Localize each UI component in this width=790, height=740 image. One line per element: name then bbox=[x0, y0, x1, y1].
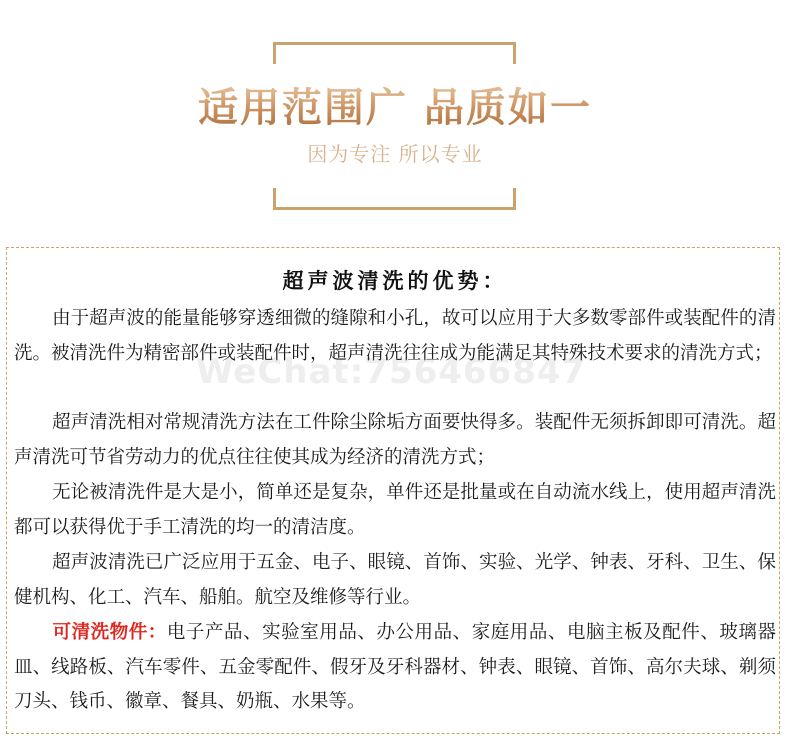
frame-left-bottom-edge bbox=[273, 188, 276, 210]
frame-right-top-edge bbox=[513, 42, 516, 64]
frame-top-edge bbox=[273, 42, 516, 45]
watermark: WeChat:756466847 bbox=[196, 352, 587, 392]
paragraph-1 bbox=[14, 302, 776, 371]
subline: 因为专注 所以专业 bbox=[307, 142, 483, 166]
frame-bottom-edge bbox=[273, 207, 516, 210]
paragraph-2 bbox=[14, 406, 776, 475]
items-label: 可清洗物件： bbox=[52, 622, 167, 643]
paragraph-4-text: 超声波清洗已广泛应用于五金、电子、眼镜、首饰、实验、光学、钟表、牙科、卫生、保健机构、化工、汽车、船舶。航空及维修等行业。 bbox=[14, 552, 776, 608]
paragraph-2-text: 超声清洗相对常规清洗方法在工件除尘除垢方面要快得多。装配件无须拆卸即可清洗。超声清洗可节省劳动力的优点往往使其成为经济的清洗方式； bbox=[14, 412, 776, 468]
paragraph-3-text: 无论被清洗件是大是小，简单还是复杂，单件还是批量或在自动流水线上，使用超声清洗都可以获得优于手工清洗的均一的清洁度。 bbox=[14, 482, 776, 538]
frame-left-top-edge bbox=[273, 42, 276, 64]
headline: 适用范围广 品质如一 bbox=[0, 84, 790, 132]
items-text: 电子产品、实验室用品、办公用品、家庭用品、电脑主板及配件、玻璃器皿、线路板、汽车零件、五金零配件、假牙及牙科器材、钟表、眼镜、首饰、高尔夫球、剃须刀头、钱币、徽章、餐具、奶瓶、水果等。 bbox=[14, 622, 776, 712]
paragraph-3 bbox=[14, 476, 776, 545]
paragraph-1-text: 由于超声波的能量能够穿透细微的缝隙和小孔，故可以应用于大多数零部件或装配件的清洗。被清洗件为精密部件或装配件时，超声清洗往往成为能满足其特殊技术要求的清洗方式； bbox=[14, 308, 776, 364]
frame-right-bottom-edge bbox=[513, 188, 516, 210]
items-paragraph bbox=[14, 616, 776, 720]
content-title: 超声波清洗的优势： bbox=[282, 268, 508, 293]
paragraph-4 bbox=[14, 546, 776, 615]
